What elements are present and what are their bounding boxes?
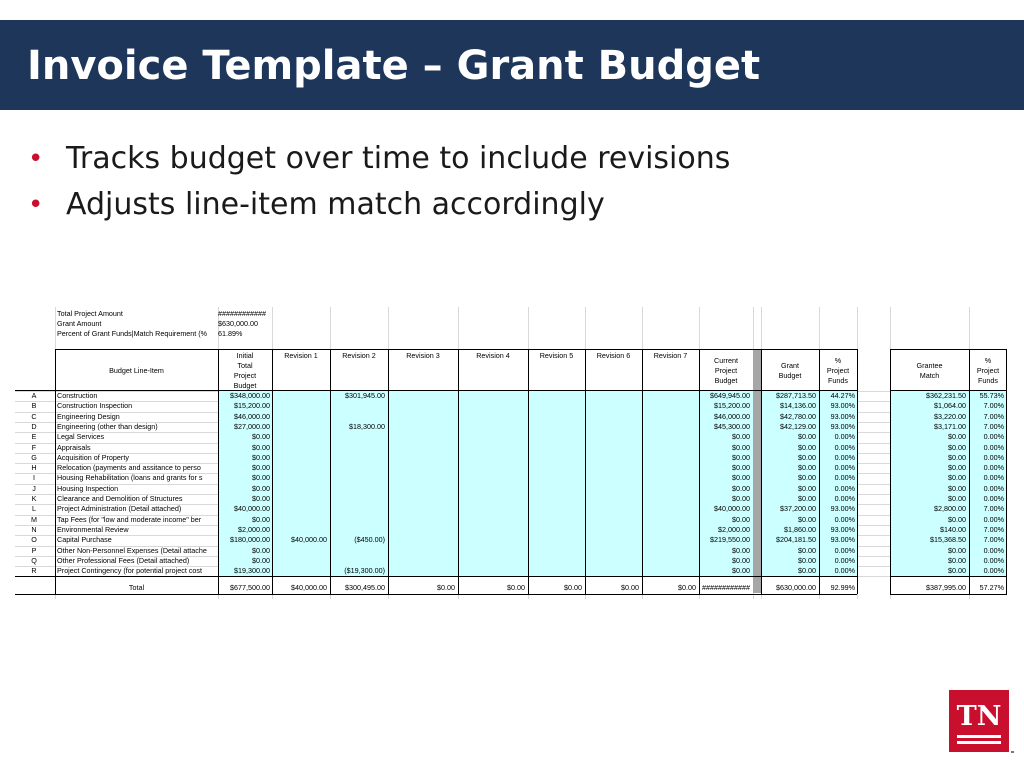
row-current: $0.00 — [732, 463, 750, 473]
row-item: Tap Fees (for "low and moderate income" ber — [57, 514, 202, 524]
row-current: $219,550.00 — [710, 535, 750, 545]
header-grant-line: Grant — [781, 361, 799, 370]
row-revision: $18,300.00 — [349, 421, 385, 431]
header-initial-line: Initial — [236, 351, 254, 360]
header-current — [699, 356, 753, 386]
row-current: $0.00 — [732, 545, 750, 555]
row-current: $2,000.00 — [718, 524, 750, 534]
row-pct: 93.00% — [830, 401, 855, 411]
row-item: Construction — [57, 391, 98, 400]
row-grant: $0.00 — [798, 483, 816, 493]
row-grant: $14,136.00 — [780, 401, 816, 411]
row-code: D — [31, 421, 37, 431]
row-match: $140.00 — [940, 524, 966, 534]
row-match: $0.00 — [948, 514, 966, 524]
logo-stripe — [957, 735, 1001, 738]
budget-spreadsheet — [15, 307, 1007, 599]
row-match: $0.00 — [948, 442, 966, 452]
row-code: O — [31, 535, 37, 545]
row-code: M — [31, 514, 37, 524]
row-mpct: 7.00% — [983, 411, 1004, 421]
tn-logo — [949, 690, 1009, 752]
row-pct: 93.00% — [830, 524, 855, 534]
divider-column — [753, 350, 761, 593]
header-initial-line: Project — [233, 371, 257, 380]
logo-stripe — [957, 741, 1001, 744]
row-initial: $0.00 — [252, 473, 270, 483]
row-mpct: 0.00% — [983, 555, 1004, 565]
row-initial: $0.00 — [252, 483, 270, 493]
row-pct: 0.00% — [834, 442, 855, 452]
row-current: $0.00 — [732, 473, 750, 483]
row-initial: $46,000.00 — [234, 411, 270, 421]
header-pct-funds-line: Funds — [978, 376, 998, 385]
border — [15, 576, 857, 577]
row-current: $649,945.00 — [710, 391, 750, 400]
row-current: $0.00 — [732, 452, 750, 462]
row-initial: $2,000.00 — [238, 524, 270, 534]
row-pct: 0.00% — [834, 514, 855, 524]
header-current-line: Current — [714, 356, 738, 365]
header-revision: Revision 2 — [342, 351, 376, 360]
header-current-line: Budget — [714, 376, 738, 385]
row-initial: $19,300.00 — [234, 566, 270, 576]
border — [55, 349, 56, 594]
row-code: B — [31, 401, 37, 411]
summary-value: $630,000.00 — [218, 319, 258, 328]
row-pct: 0.00% — [834, 545, 855, 555]
row-item: Construction Inspection — [57, 401, 133, 411]
row-pct: 0.00% — [834, 494, 855, 503]
header-current-line: Project — [714, 366, 738, 375]
row-mpct: 0.00% — [983, 483, 1004, 493]
row-code: H — [31, 463, 37, 473]
header-revision: Revision 4 — [476, 351, 510, 360]
header-pct-project-line: Project — [826, 366, 850, 375]
header-initial-line: Total — [237, 361, 253, 370]
row-item: Project Administration (Detail attached) — [57, 504, 182, 514]
header-revision: Revision 1 — [284, 351, 318, 360]
row-match: $0.00 — [948, 566, 966, 576]
total-match: $387,995.00 — [926, 583, 966, 593]
border — [272, 349, 273, 594]
bullet-text: Tracks budget over time to include revisions — [66, 141, 731, 176]
row-match: $0.00 — [948, 545, 966, 555]
row-code: P — [31, 545, 37, 555]
row-pct: 0.00% — [834, 452, 855, 462]
row-item: Legal Services — [57, 432, 105, 442]
row-pct: 93.00% — [830, 535, 855, 545]
row-grant: $0.00 — [798, 555, 816, 565]
border — [642, 349, 643, 594]
row-pct: 0.00% — [834, 483, 855, 493]
header-revision: Revision 7 — [653, 351, 688, 360]
row-current: $0.00 — [732, 442, 750, 452]
row-item: Clearance and Demolition of Structures — [57, 494, 183, 503]
row-match: $0.00 — [948, 463, 966, 473]
row-match: $362,231.50 — [926, 391, 966, 400]
total-revision: $300,495.00 — [345, 583, 385, 593]
row-match: $0.00 — [948, 452, 966, 462]
row-mpct: 7.00% — [983, 504, 1004, 514]
row-grant: $0.00 — [798, 566, 816, 576]
row-match: $2,800.00 — [934, 504, 966, 514]
row-item: Engineering (other than design) — [57, 421, 158, 431]
border — [890, 349, 1007, 350]
row-initial: $0.00 — [252, 555, 270, 565]
header-revision: Revision 6 — [596, 351, 631, 360]
row-mpct: 7.00% — [983, 524, 1004, 534]
total-mpct: 57.27% — [979, 583, 1004, 593]
border — [890, 594, 1007, 595]
row-item: Acquisition of Property — [57, 452, 129, 462]
total-revision: $0.00 — [678, 583, 696, 593]
row-item: Environmental Review — [57, 524, 129, 534]
row-match: $1,064.00 — [934, 401, 966, 411]
bullet-dot-icon: • — [28, 190, 44, 220]
row-initial: $180,000.00 — [230, 535, 270, 545]
total-revision: $0.00 — [621, 583, 639, 593]
header-grantee — [890, 361, 969, 381]
row-initial: $348,000.00 — [230, 391, 270, 400]
header-revision: Revision 3 — [406, 351, 440, 360]
border — [890, 576, 1007, 577]
row-initial: $0.00 — [252, 494, 270, 503]
row-grant: $0.00 — [798, 494, 816, 503]
row-item: Housing Inspection — [57, 483, 119, 493]
row-code: A — [31, 391, 37, 400]
header-grant-line: Budget — [778, 371, 802, 380]
border — [388, 349, 389, 594]
row-code: E — [31, 432, 37, 442]
total-revision: $0.00 — [437, 583, 455, 593]
row-match: $15,368.50 — [930, 535, 966, 545]
row-current: $0.00 — [732, 483, 750, 493]
bullet-list — [28, 136, 730, 228]
header-revision: Revision 5 — [539, 351, 574, 360]
row-match: $0.00 — [948, 473, 966, 483]
total-pct: 92.99% — [830, 583, 855, 593]
summary-label: Total Project Amount — [57, 309, 123, 318]
row-initial: $40,000.00 — [234, 504, 270, 514]
header-line-item: Budget Line-Item — [109, 366, 164, 375]
row-pct: 0.00% — [834, 463, 855, 473]
row-mpct: 7.00% — [983, 535, 1004, 545]
summary-value: ############ — [218, 309, 266, 318]
bullet-item — [28, 136, 730, 182]
row-current: $0.00 — [732, 432, 750, 442]
row-grant: $0.00 — [798, 514, 816, 524]
row-code: I — [33, 473, 35, 483]
row-code: N — [31, 524, 37, 534]
bullet-item — [28, 182, 730, 228]
border — [1006, 349, 1007, 594]
row-mpct: 7.00% — [983, 421, 1004, 431]
row-mpct: 0.00% — [983, 473, 1004, 483]
border — [15, 594, 857, 595]
row-mpct: 7.00% — [983, 401, 1004, 411]
row-mpct: 55.73% — [979, 391, 1004, 400]
row-mpct: 0.00% — [983, 463, 1004, 473]
row-code: F — [31, 442, 37, 452]
row-grant: $1,860.00 — [784, 524, 816, 534]
border — [55, 349, 857, 350]
summary-value: 61.89% — [218, 329, 243, 338]
row-grant: $287,713.50 — [776, 391, 816, 400]
row-pct: 44.27% — [830, 391, 855, 400]
row-initial: $15,200.00 — [234, 401, 270, 411]
row-initial: $0.00 — [252, 514, 270, 524]
header-initial — [218, 351, 272, 391]
trademark-mark — [1011, 751, 1014, 753]
row-match: $0.00 — [948, 494, 966, 503]
header-grant — [761, 361, 819, 381]
summary-label: Grant Amount — [57, 319, 102, 328]
row-code: J — [32, 483, 36, 493]
header-grantee-line: Grantee — [916, 361, 943, 370]
row-code: G — [31, 452, 37, 462]
total-revision: $0.00 — [564, 583, 582, 593]
header-pct-funds-line: Project — [976, 366, 1000, 375]
row-mpct: 0.00% — [983, 452, 1004, 462]
row-pct: 0.00% — [834, 432, 855, 442]
border — [857, 349, 858, 594]
total-revision: $40,000.00 — [291, 583, 327, 593]
header-pct-project — [819, 356, 857, 386]
total-current: ############ — [702, 583, 750, 593]
bullet-dot-icon: • — [28, 144, 44, 174]
row-item: Capital Purchase — [57, 535, 112, 545]
row-code: L — [32, 504, 36, 514]
row-pct: 93.00% — [830, 411, 855, 421]
row-revision: $40,000.00 — [291, 535, 327, 545]
row-initial: $0.00 — [252, 463, 270, 473]
row-revision: $301,945.00 — [345, 391, 385, 400]
row-item: Engineering Design — [57, 411, 120, 421]
border — [585, 349, 586, 594]
title-bar — [0, 20, 1024, 110]
row-code: R — [31, 566, 37, 576]
row-initial: $0.00 — [252, 545, 270, 555]
row-match: $3,171.00 — [934, 421, 966, 431]
slide-title: Invoice Template – Grant Budget — [27, 43, 761, 89]
row-item: Other Professional Fees (Detail attached) — [57, 555, 190, 565]
row-revision: ($450.00) — [354, 535, 385, 545]
summary-label: Percent of Grant Funds|Match Requirement (% — [57, 329, 208, 338]
row-mpct: 0.00% — [983, 514, 1004, 524]
header-pct-funds — [969, 356, 1007, 386]
row-mpct: 0.00% — [983, 442, 1004, 452]
header-pct-project-line: % — [834, 356, 842, 365]
row-grant: $0.00 — [798, 442, 816, 452]
row-grant: $37,200.00 — [780, 504, 816, 514]
row-match: $0.00 — [948, 555, 966, 565]
border — [458, 349, 459, 594]
row-grant: $0.00 — [798, 545, 816, 555]
row-current: $45,300.00 — [714, 421, 750, 431]
total-label: Total — [128, 583, 145, 593]
row-mpct: 0.00% — [983, 494, 1004, 503]
row-mpct: 0.00% — [983, 566, 1004, 576]
row-current: $0.00 — [732, 566, 750, 576]
row-pct: 93.00% — [830, 504, 855, 514]
bullet-text: Adjusts line-item match accordingly — [66, 187, 605, 222]
row-mpct: 0.00% — [983, 545, 1004, 555]
row-grant: $42,780.00 — [780, 411, 816, 421]
row-current: $15,200.00 — [714, 401, 750, 411]
row-code: K — [31, 494, 37, 503]
header-grantee-line: Match — [919, 371, 940, 380]
row-current: $40,000.00 — [714, 504, 750, 514]
header-initial-line: Budget — [233, 381, 257, 390]
row-pct: 0.00% — [834, 555, 855, 565]
header-pct-funds-line: % — [984, 356, 992, 365]
border — [330, 349, 331, 594]
row-initial: $0.00 — [252, 452, 270, 462]
row-grant: $0.00 — [798, 432, 816, 442]
row-current: $0.00 — [732, 555, 750, 565]
total-initial: $677,500.00 — [230, 583, 270, 593]
row-mpct: 0.00% — [983, 432, 1004, 442]
row-match: $0.00 — [948, 432, 966, 442]
row-code: C — [31, 411, 37, 421]
tn-logo-text: TN — [956, 701, 1002, 732]
header-pct-project-line: Funds — [828, 376, 848, 385]
row-item: Housing Rehabilitation (loans and grants for s — [57, 473, 203, 483]
total-revision: $0.00 — [507, 583, 525, 593]
total-grant: $630,000.00 — [776, 583, 816, 593]
row-item: Other Non-Personnel Expenses (Detail attache — [57, 545, 207, 555]
row-grant: $42,129.00 — [780, 421, 816, 431]
row-pct: 93.00% — [830, 421, 855, 431]
row-current: $46,000.00 — [714, 411, 750, 421]
row-initial: $0.00 — [252, 432, 270, 442]
row-item: Appraisals — [57, 442, 91, 452]
row-initial: $27,000.00 — [234, 421, 270, 431]
row-match: $0.00 — [948, 483, 966, 493]
row-grant: $0.00 — [798, 452, 816, 462]
row-grant: $0.00 — [798, 463, 816, 473]
row-item: Relocation (payments and assitance to perso — [57, 463, 201, 473]
row-current: $0.00 — [732, 494, 750, 503]
row-item: Project Contingency (for potential project cost — [57, 566, 203, 576]
row-revision: ($19,300.00) — [344, 566, 385, 576]
row-pct: 0.00% — [834, 473, 855, 483]
row-match: $3,220.00 — [934, 411, 966, 421]
row-pct: 0.00% — [834, 566, 855, 576]
row-initial: $0.00 — [252, 442, 270, 452]
row-grant: $0.00 — [798, 473, 816, 483]
row-current: $0.00 — [732, 514, 750, 524]
row-grant: $204,181.50 — [776, 535, 816, 545]
row-code: Q — [31, 555, 37, 565]
border — [528, 349, 529, 594]
